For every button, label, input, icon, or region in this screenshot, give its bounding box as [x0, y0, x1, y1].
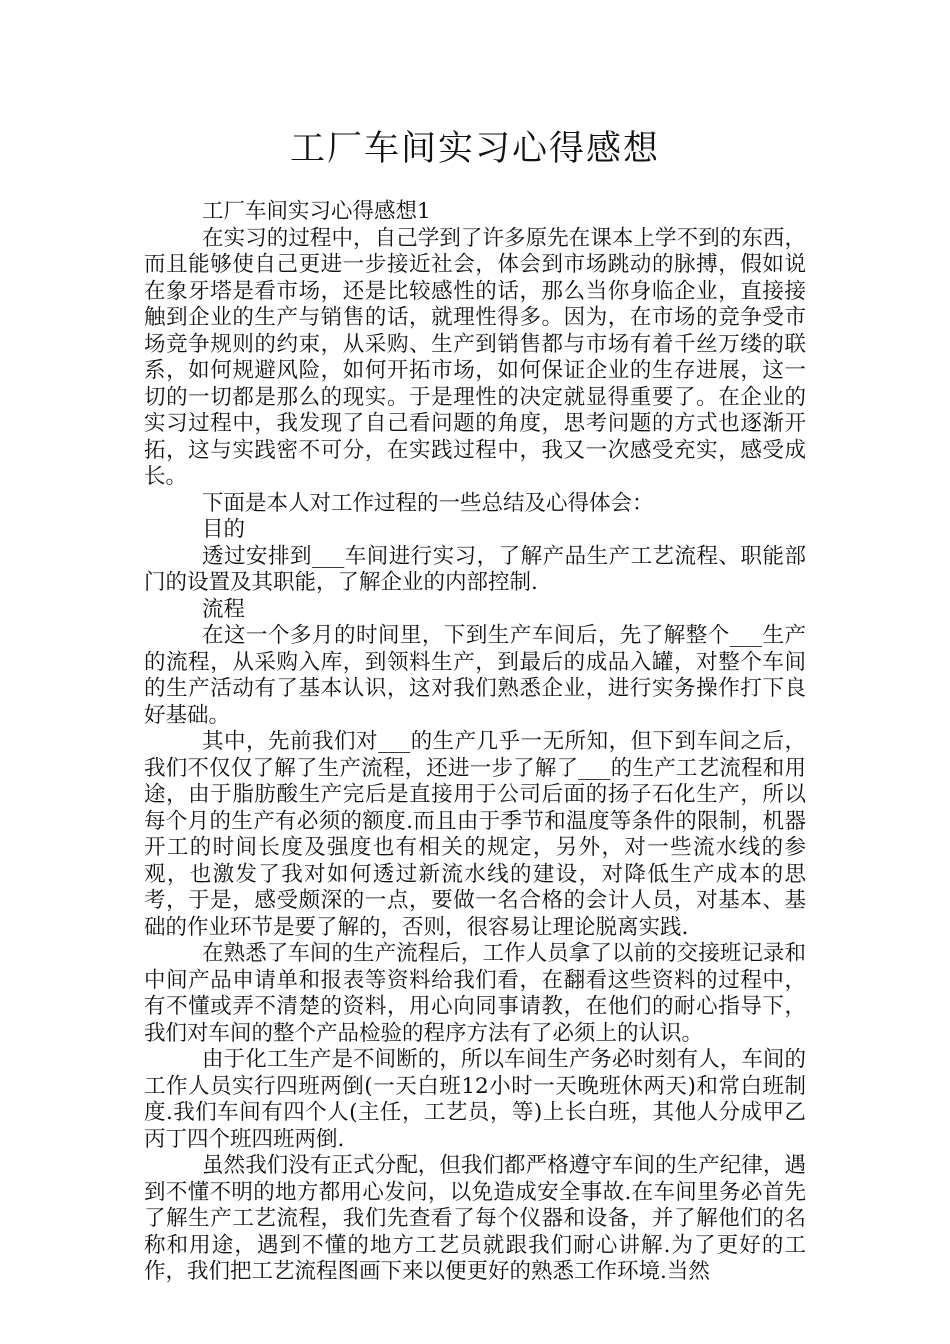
paragraph-process-1: 在这一个多月的时间里，下到生产车间后，先了解整个___生产的流程，从采购入库，到领料生产，到最后的成品入罐，对整个车间的生产活动有了基本认识，这对我们熟悉企业，进行实务操作打下良好基础。 [144, 623, 806, 728]
paragraph-process-2: 其中，先前我们对___的生产几乎一无所知，但下到车间之后，我们不仅仅了解了生产流程，还进一步了解了___的生产工艺流程和用途，由于脂肪酸生产完后是直接用于公司后面的扬子石化生产，所以每个月的生产有必须的额度.而且由于季节和温度等条件的限制，机器开工的时间长度及强度也有相关的规定，另外，对一些流水线的参观，也激发了我对如何透过新流水线的建设，对降低生产成本的思考，于是，感受颇深的一点，要做一名合格的会计人员，对基本、基础的作业环节是要了解的，否则，很容易让理论脱离实践. [144, 729, 806, 940]
section-heading-1: 工厂车间实习心得感想1 [202, 199, 431, 224]
document-body [144, 199, 806, 1286]
paragraph-purpose: 透过安排到___车间进行实习，了解产品生产工艺流程、职能部门的设置及其职能，了解企业的内部控制. [144, 543, 806, 595]
paragraph-discipline: 虽然我们没有正式分配，但我们都严格遵守车间的生产纪律，遇到不懂不明的地方都用心发问，以免造成安全事故.在车间里务必首先了解生产工艺流程，我们先查看了每个仪器和设备，并了解他们的名称和用途，遇到不懂的地方工艺员就跟我们耐心讲解.为了更好的工作，我们把工艺流程图画下来以便更好的熟悉工作环境.当然 [144, 1153, 806, 1284]
heading-process: 流程 [202, 596, 246, 622]
document-title: 工厂车间实习心得感想 [289, 129, 660, 169]
paragraph-summary-lead: 下面是本人对工作过程的一些总结及心得体会： [202, 490, 654, 516]
paragraph-shifts: 由于化工生产是不间断的，所以车间生产务必时刻有人，车间的工作人员实行四班两倒(一天白班12小时一天晚班休两天)和常白班制度.我们车间有四个人(主任，工艺员，等)上长白班，其他人分成甲乙丙丁四个班四班两倒. [144, 1047, 806, 1152]
paragraph-process-3: 在熟悉了车间的生产流程后，工作人员拿了以前的交接班记录和中间产品申请单和报表等资料给我们看，在翻看这些资料的过程中，有不懂或弄不清楚的资料，用心向同事请教，在他们的耐心指导下，我们对车间的整个产品检验的程序方法有了必须上的认识。 [144, 941, 806, 1046]
heading-purpose: 目的 [202, 517, 246, 542]
paragraph-intro: 在实习的过程中，自己学到了许多原先在课本上学不到的东西，而且能够使自己更进一步接近社会，体会到市场跳动的脉搏，假如说在象牙塔是看市场，还是比较感性的话，那么当你身临企业，直接接触到企业的生产与销售的话，就理性得多。因为，在市场的竞争受市场竞争规则的约束，从采购、生产到销售都与市场有着千丝万缕的联系，如何规避风险，如何开拓市场，如何保证企业的生存进展，这一切的一切都是那么的现实。于是理性的决定就显得重要了。在企业的实习过程中，我发现了自己看问题的角度，思考问题的方式也逐渐开拓，这与实践密不可分，在实践过程中，我又一次感受充实，感受成长。 [144, 225, 806, 489]
